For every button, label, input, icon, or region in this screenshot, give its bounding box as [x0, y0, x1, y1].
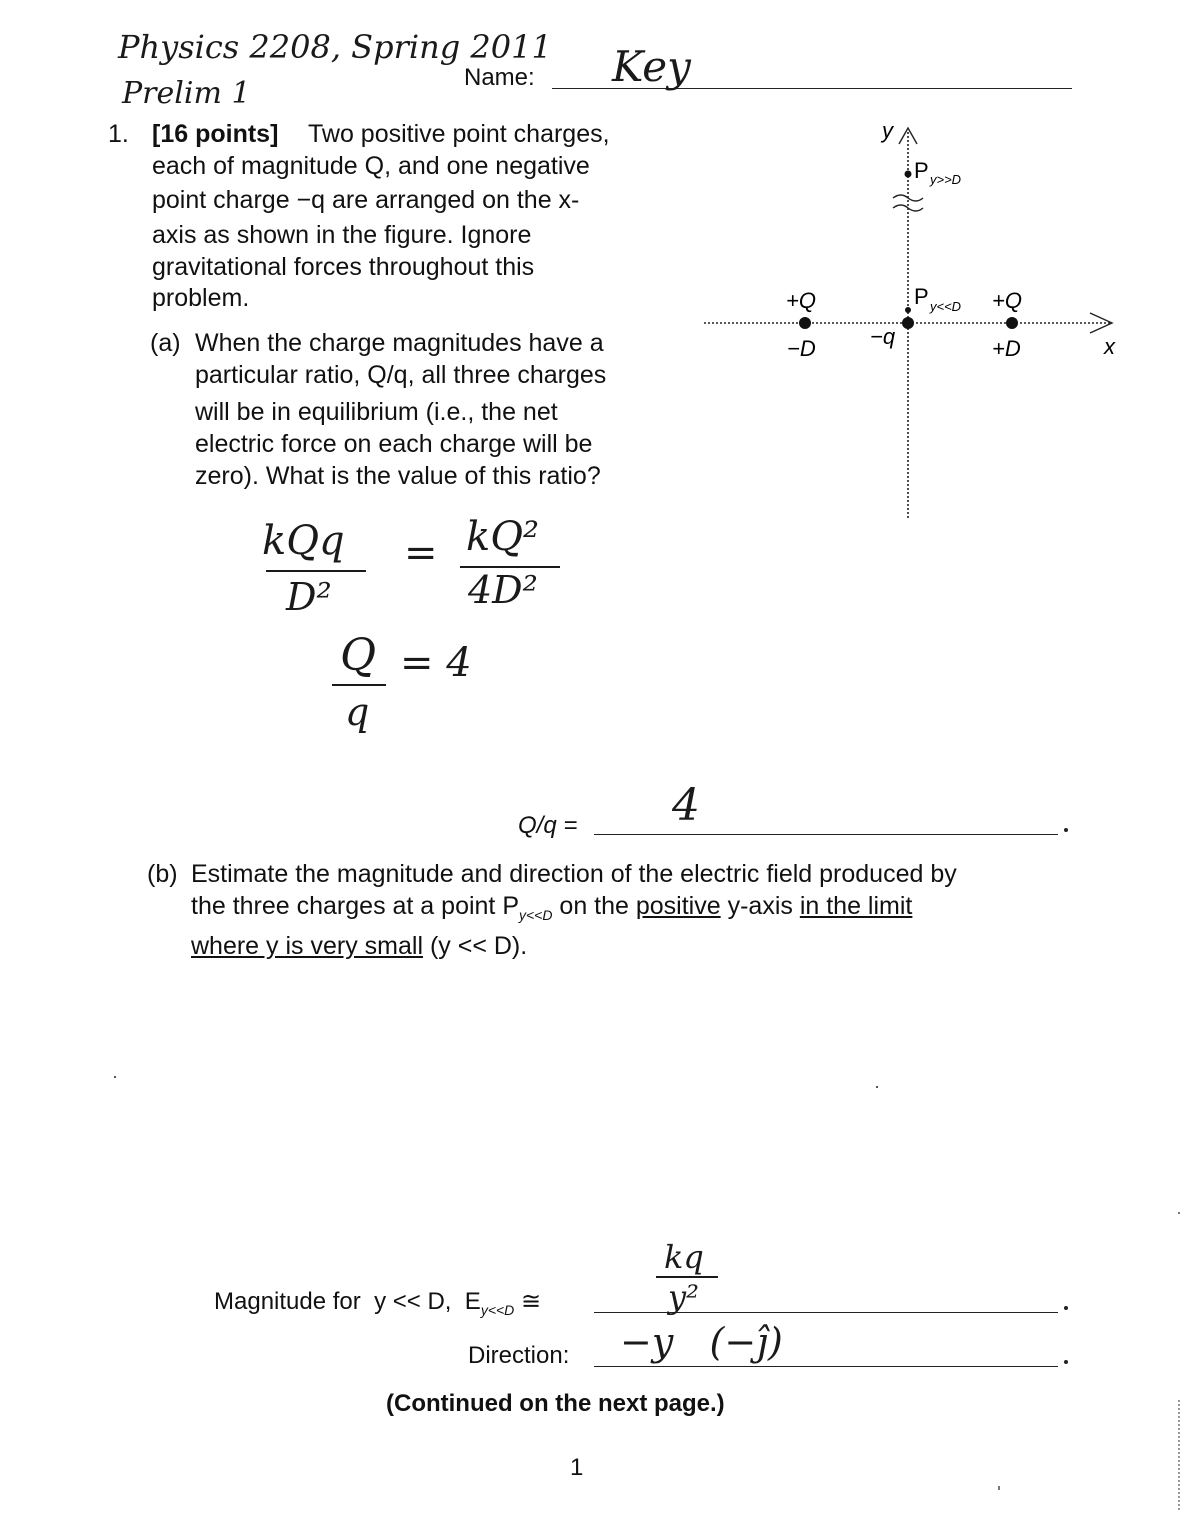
part-b-line2-sub: y<<D [519, 907, 553, 923]
part-b-line2 [191, 890, 912, 931]
center-charge-label: −q [870, 324, 896, 349]
work-lhs-fraction-bar [266, 570, 366, 572]
magnitude-denominator: y² [668, 1278, 699, 1316]
problem-intro-line: point charge −q are arranged on the x- [152, 186, 580, 214]
center-charge-dot [902, 317, 914, 329]
magnitude-numerator: kq [664, 1238, 704, 1276]
magnitude-period [1064, 1306, 1068, 1310]
part-b-line2-c: y-axis [720, 892, 800, 920]
work-rhs-numerator: kQ² [466, 514, 540, 560]
part-a-line: When the charge magnitudes have a [195, 329, 604, 357]
magnitude-approx: ≅ [520, 1288, 542, 1315]
direction-value: −y (−ĵ) [620, 1320, 783, 1364]
part-a-line: particular ratio, Q/q, all three charges [195, 361, 607, 389]
left-position-label: −D [787, 336, 816, 361]
part-b-line2-b: on the [552, 892, 636, 920]
p-far-dot [905, 171, 912, 178]
part-b-line3 [191, 930, 527, 962]
name-label: Name: [464, 64, 535, 91]
part-b-where-small: where y is very small [191, 932, 423, 960]
course-title: Physics 2208, Spring 2011 [118, 28, 552, 66]
magnitude-label [214, 1286, 541, 1326]
scan-speck [876, 1086, 878, 1088]
scan-speck [1178, 1212, 1180, 1214]
direction-period [1064, 1360, 1068, 1364]
answer-a-value: 4 [672, 780, 700, 831]
name-value: Key [612, 42, 691, 91]
problem-intro-line: axis as shown in the figure. Ignore [152, 221, 532, 249]
charge-figure [690, 110, 1140, 530]
work-lhs-denominator: D² [286, 575, 332, 619]
work-rhs-denominator: 4D² [468, 568, 538, 612]
p-far-label: P [914, 158, 929, 183]
part-b-line1: Estimate the magnitude and direction of the electric field produced by [191, 860, 957, 888]
left-charge-label: +Q [786, 288, 816, 313]
problem-points: [16 points] [152, 120, 279, 148]
scan-speck [998, 1486, 1000, 1490]
work-lhs-numerator: kQq [262, 518, 345, 564]
p-near-subscript: y<<D [930, 299, 962, 314]
magnitude-label-text: Magnitude for y << D, E [214, 1288, 481, 1315]
answer-a-period [1064, 828, 1068, 832]
right-charge-dot [1006, 317, 1018, 329]
right-position-label: +D [992, 336, 1021, 361]
problem-intro-line: gravitational forces throughout this [152, 253, 535, 281]
continued-note: (Continued on the next page.) [386, 1390, 725, 1417]
p-near-dot [905, 307, 911, 313]
part-a-label: (a) [150, 329, 181, 357]
part-b-label: (b) [147, 860, 178, 888]
direction-answer-line [594, 1366, 1058, 1367]
right-charge-label: +Q [992, 288, 1022, 313]
part-b-line3-b: (y << D). [423, 932, 528, 960]
part-b-in-the-limit: in the limit [799, 892, 913, 920]
direction-label: Direction: [468, 1342, 570, 1369]
part-a-line: will be in equilibrium (i.e., the net [195, 398, 558, 426]
scan-edge-dots [1178, 1400, 1182, 1510]
scan-speck [114, 1076, 116, 1078]
part-b-positive: positive [635, 892, 721, 920]
problem-intro-line: problem. [152, 284, 250, 312]
problem-number: 1. [108, 120, 129, 148]
left-charge-dot [799, 317, 811, 329]
answer-a-line [594, 834, 1058, 835]
ratio-fraction-bar [332, 684, 386, 686]
part-a-line: electric force on each charge will be [195, 430, 593, 458]
part-b-line2-a: the three charges at a point P [191, 892, 519, 920]
exam-title: Prelim 1 [122, 76, 251, 111]
ratio-numerator: Q [340, 630, 377, 681]
problem-intro-line: each of magnitude Q, and one negative [152, 152, 590, 180]
p-near-label: P [914, 284, 929, 309]
part-a-line: zero). What is the value of this ratio? [195, 462, 601, 490]
work-equals: = [404, 530, 438, 576]
problem-intro-line: Two positive point charges, [308, 120, 610, 148]
x-axis-label: x [1104, 334, 1115, 359]
ratio-result: = 4 [400, 640, 472, 686]
ratio-denominator: q [345, 690, 370, 734]
page-number: 1 [570, 1454, 584, 1481]
y-axis-label: y [882, 118, 893, 143]
magnitude-subscript: y<<D [480, 1301, 515, 1318]
answer-a-label: Q/q = [518, 812, 578, 839]
p-far-subscript: y>>D [930, 172, 962, 187]
magnitude-answer-line [594, 1312, 1058, 1313]
